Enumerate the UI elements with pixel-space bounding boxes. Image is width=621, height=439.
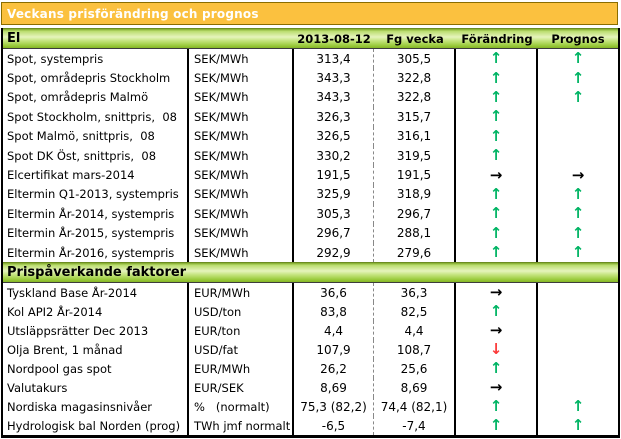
down-arrow-icon: ↓ (489, 340, 503, 359)
up-arrow-icon: ↑ (489, 146, 503, 165)
table-row (3, 165, 618, 184)
table-row (3, 204, 618, 223)
up-arrow-icon: ↑ (489, 126, 503, 145)
value-current: 4,4 (294, 321, 374, 340)
row-label: Spot DK Öst, snittpris, 08 (3, 146, 189, 165)
value-current: 292,9 (294, 243, 374, 262)
table-row (3, 378, 618, 397)
row-unit: SEK/MWh (189, 107, 294, 126)
row-label: Eltermin År-2015, systempris (3, 224, 189, 243)
forecast-cell (538, 340, 618, 359)
row-label: Tyskland Base År-2014 (3, 283, 189, 302)
forecast-cell (538, 127, 618, 146)
change-cell (456, 283, 538, 302)
up-arrow-icon: ↑ (571, 204, 585, 223)
up-arrow-icon: ↑ (489, 204, 503, 223)
up-arrow-icon: ↑ (489, 107, 503, 126)
column-header-forecast: Prognos (551, 31, 605, 46)
value-current: 325,9 (294, 185, 374, 204)
table-row (3, 397, 618, 416)
up-arrow-icon: ↑ (489, 416, 503, 435)
table-row (3, 49, 618, 68)
row-unit: TWh jmf normalt (189, 416, 294, 435)
price-table (1, 28, 620, 438)
value-previous: 82,5 (374, 302, 456, 321)
value-previous: 315,7 (374, 107, 456, 126)
forecast-cell (538, 224, 618, 243)
value-current: 343,3 (294, 68, 374, 87)
value-previous: -7,4 (374, 416, 456, 435)
section-title: El (7, 31, 21, 46)
row-unit: EUR/SEK (189, 378, 294, 397)
forecast-cell (538, 165, 618, 184)
forecast-cell (538, 302, 618, 321)
forecast-cell (538, 88, 618, 107)
value-previous: 191,5 (374, 165, 456, 184)
value-current: 36,6 (294, 283, 374, 302)
value-current: 8,69 (294, 378, 374, 397)
value-previous: 74,4 (82,1) (374, 397, 456, 416)
row-unit: USD/ton (189, 302, 294, 321)
up-arrow-icon: ↑ (489, 68, 503, 87)
row-label: Kol API2 År-2014 (3, 302, 189, 321)
section-rows (3, 49, 618, 262)
table-row (3, 185, 618, 204)
row-unit: SEK/MWh (189, 165, 294, 184)
change-cell (456, 88, 538, 107)
change-cell (456, 107, 538, 126)
row-label: Spot, områdepris Stockholm (3, 68, 189, 87)
up-arrow-icon: ↑ (489, 49, 503, 68)
change-cell (456, 185, 538, 204)
row-label: Valutakurs (3, 378, 189, 397)
column-header-date: 2013-08-12 (297, 31, 371, 46)
up-arrow-icon: ↑ (571, 223, 585, 242)
up-arrow-icon: ↑ (571, 87, 585, 106)
change-cell (456, 224, 538, 243)
change-cell (456, 146, 538, 165)
change-cell (456, 127, 538, 146)
right-arrow-icon: → (489, 321, 503, 340)
table-row (3, 88, 618, 107)
forecast-cell (538, 243, 618, 262)
row-unit: SEK/MWh (189, 224, 294, 243)
change-cell (456, 321, 538, 340)
row-label: Nordpool gas spot (3, 359, 189, 378)
up-arrow-icon: ↑ (489, 397, 503, 416)
row-label: Hydrologisk bal Norden (prog) (3, 416, 189, 435)
forecast-cell (538, 283, 618, 302)
value-current: 83,8 (294, 302, 374, 321)
change-cell (456, 416, 538, 435)
up-arrow-icon: ↑ (571, 397, 585, 416)
report-title-bar (1, 2, 618, 25)
row-unit: EUR/ton (189, 321, 294, 340)
value-previous: 296,7 (374, 204, 456, 223)
up-arrow-icon: ↑ (489, 184, 503, 203)
value-current: 326,3 (294, 107, 374, 126)
up-arrow-icon: ↑ (489, 243, 503, 262)
row-unit: SEK/MWh (189, 49, 294, 68)
table-row (3, 243, 618, 262)
up-arrow-icon: ↑ (571, 243, 585, 262)
forecast-cell (538, 204, 618, 223)
table-row (3, 146, 618, 165)
change-cell (456, 302, 538, 321)
row-label: Spot Stockholm, snittpris, 08 (3, 107, 189, 126)
value-current: 326,5 (294, 127, 374, 146)
table-row (3, 302, 618, 321)
section-title: Prispåverkande faktorer (7, 265, 187, 281)
up-arrow-icon: ↑ (489, 87, 503, 106)
value-previous: 305,5 (374, 49, 456, 68)
change-cell (456, 378, 538, 397)
row-label: Utsläppsrätter Dec 2013 (3, 321, 189, 340)
value-previous: 288,1 (374, 224, 456, 243)
change-cell (456, 49, 538, 68)
up-arrow-icon: ↑ (571, 68, 585, 87)
up-arrow-icon: ↑ (489, 359, 503, 378)
value-previous: 319,5 (374, 146, 456, 165)
value-previous: 36,3 (374, 283, 456, 302)
row-unit: % (normalt) (189, 397, 294, 416)
table-row (3, 340, 618, 359)
row-unit: EUR/MWh (189, 283, 294, 302)
value-current: 107,9 (294, 340, 374, 359)
table-row (3, 416, 618, 435)
section-header-bar (3, 28, 618, 49)
row-label: Spot, systempris (3, 49, 189, 68)
row-unit: SEK/MWh (189, 243, 294, 262)
change-cell (456, 359, 538, 378)
forecast-cell (538, 49, 618, 68)
value-current: 296,7 (294, 224, 374, 243)
value-previous: 4,4 (374, 321, 456, 340)
row-label: Spot, områdepris Malmö (3, 88, 189, 107)
value-current: 343,3 (294, 88, 374, 107)
right-arrow-icon: → (571, 165, 585, 184)
row-label: Elcertifikat mars-2014 (3, 165, 189, 184)
value-previous: 25,6 (374, 359, 456, 378)
price-report (1, 2, 619, 438)
forecast-cell (538, 185, 618, 204)
value-previous: 108,7 (374, 340, 456, 359)
table-row (3, 283, 618, 302)
change-cell (456, 340, 538, 359)
value-current: 26,2 (294, 359, 374, 378)
value-previous: 316,1 (374, 127, 456, 146)
value-current: 75,3 (82,2) (294, 397, 374, 416)
up-arrow-icon: ↑ (571, 416, 585, 435)
row-label: Eltermin Q1-2013, systempris (3, 185, 189, 204)
right-arrow-icon: → (489, 165, 503, 184)
change-cell (456, 204, 538, 223)
forecast-cell (538, 107, 618, 126)
value-current: 191,5 (294, 165, 374, 184)
up-arrow-icon: ↑ (489, 302, 503, 321)
table-row (3, 107, 618, 126)
change-cell (456, 165, 538, 184)
up-arrow-icon: ↑ (571, 184, 585, 203)
row-label: Spot Malmö, snittpris, 08 (3, 127, 189, 146)
row-unit: SEK/MWh (189, 204, 294, 223)
sections-container (3, 28, 618, 435)
row-unit: SEK/MWh (189, 68, 294, 87)
section-rows (3, 283, 618, 435)
table-row (3, 321, 618, 340)
forecast-cell (538, 321, 618, 340)
row-unit: USD/fat (189, 340, 294, 359)
section-header-bar (3, 262, 618, 283)
table-row (3, 68, 618, 87)
row-label: Nordiska magasinsnivåer (3, 397, 189, 416)
value-previous: 322,8 (374, 68, 456, 87)
up-arrow-icon: ↑ (571, 49, 585, 68)
value-current: 313,4 (294, 49, 374, 68)
forecast-cell (538, 397, 618, 416)
table-row (3, 224, 618, 243)
row-unit: SEK/MWh (189, 88, 294, 107)
forecast-cell (538, 68, 618, 87)
value-previous: 279,6 (374, 243, 456, 262)
forecast-cell (538, 378, 618, 397)
change-cell (456, 243, 538, 262)
column-header-prev-week: Fg vecka (386, 31, 444, 46)
row-label: Eltermin År-2014, systempris (3, 204, 189, 223)
forecast-cell (538, 416, 618, 435)
row-label: Eltermin År-2016, systempris (3, 243, 189, 262)
row-unit: EUR/MWh (189, 359, 294, 378)
value-current: 305,3 (294, 204, 374, 223)
value-previous: 318,9 (374, 185, 456, 204)
table-row (3, 127, 618, 146)
table-row (3, 359, 618, 378)
row-unit: SEK/MWh (189, 146, 294, 165)
row-label: Olja Brent, 1 månad (3, 340, 189, 359)
forecast-cell (538, 146, 618, 165)
value-current: 330,2 (294, 146, 374, 165)
forecast-cell (538, 359, 618, 378)
column-header-change: Förändring (461, 31, 533, 46)
right-arrow-icon: → (489, 283, 503, 302)
value-previous: 8,69 (374, 378, 456, 397)
right-arrow-icon: → (489, 378, 503, 397)
row-unit: SEK/MWh (189, 185, 294, 204)
change-cell (456, 68, 538, 87)
change-cell (456, 397, 538, 416)
value-previous: 322,8 (374, 88, 456, 107)
value-current: -6,5 (294, 416, 374, 435)
up-arrow-icon: ↑ (489, 223, 503, 242)
report-title: Veckans prisförändring och prognos (7, 6, 259, 21)
row-unit: SEK/MWh (189, 127, 294, 146)
